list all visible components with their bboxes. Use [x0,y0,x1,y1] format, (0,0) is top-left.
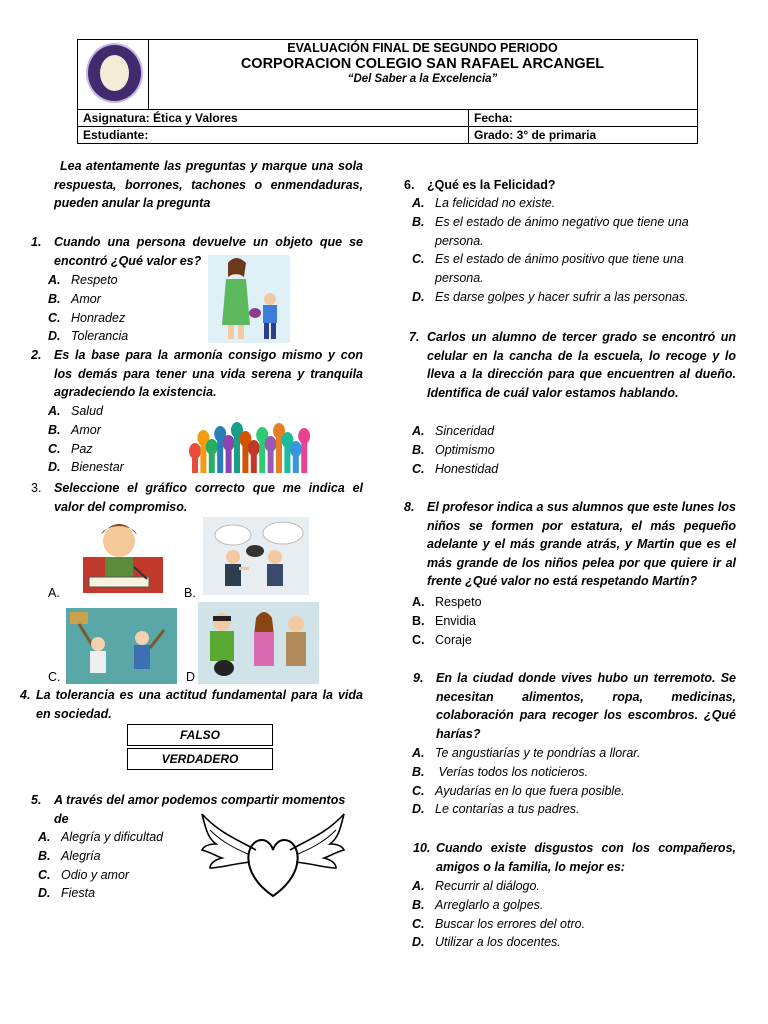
option-text: Es darse golpes y hacer sufrir a las personas. [435,289,689,304]
option-letter: D. [38,886,51,901]
option-letter: B. [48,422,61,437]
option-letter: C. [38,867,51,882]
option-row[interactable] [48,309,198,328]
option-text: La felicidad no existe. [435,196,556,210]
q3-number: 3. [31,481,42,495]
option-text: Le contarías a tus padres. [435,802,580,817]
option-row[interactable] [412,877,732,896]
q2-illustration [186,395,310,473]
option-text: Bienestar [71,460,124,475]
subject-label: Asignatura: Ética y Valores [83,111,238,125]
exam-title: EVALUACIÓN FINAL DE SEGUNDO PERIODO [287,41,558,55]
option-letter: A. [38,830,51,844]
option-text: Coraje [435,632,472,647]
option-row[interactable] [412,744,732,763]
q8-text: El profesor indica a sus alumnos que este lunes los niños se formen por estatura, el más pequeño adelante y el más grande atrás, y Martin que es el más grande de los niños pelea por que quiere ir al frente ¿Qué valor no está respetando Martín? [427,500,736,588]
option-text: Fiesta [61,886,96,901]
option-row[interactable] [48,271,198,290]
option-row[interactable] [412,631,732,650]
q7-number: 7. [409,330,420,344]
option-row[interactable] [412,933,732,952]
option-row[interactable] [412,441,732,460]
q8-number: 8. [404,500,415,514]
option-letter: A. [412,424,425,438]
option-row[interactable] [412,460,732,479]
raised-hand [248,440,260,473]
option-letter: C. [412,252,425,267]
q9-options [412,744,732,819]
raised-hand [206,439,218,473]
q4-false-box[interactable]: FALSO [127,724,273,746]
option-text: Verías todos los noticieros. [435,764,589,779]
option-text: Utilizar a los docentes. [435,935,561,950]
q5-number: 5. [31,793,42,807]
option-row[interactable] [412,915,732,934]
school-name: CORPORACION COLEGIO SAN RAFAEL ARCANGEL [240,56,605,72]
q3-label-c: C. [48,670,61,684]
option-row[interactable] [38,866,198,885]
option-letter: A. [48,273,61,287]
q5-winged-heart-illustration [198,810,348,900]
q4-text: La tolerancia es una actitud fundamental para la vida en sociedad. [36,688,363,721]
option-row[interactable] [48,402,178,421]
q6-number: 6. [404,178,415,192]
option-letter: B. [412,442,425,457]
q1-number: 1. [31,235,42,249]
logo-cell [78,40,149,109]
option-letter: C. [412,783,425,798]
option-text: Respeto [435,595,482,609]
option-text: Recurrir al diálogo. [435,879,540,893]
option-text: Envidia [435,613,476,628]
option-text: Es el estado de ánimo negativo que tiene una [435,214,689,229]
grade-label: Grado: 3° de primaria [474,128,597,142]
q1-text: Cuando una persona devuelve un objeto que se encontró ¿Qué valor es? [54,235,363,268]
option-text: Optimismo [435,442,495,457]
option-text: Tolerancia [71,329,129,344]
option-text: Honradez [71,310,126,325]
option-row[interactable] [412,593,732,612]
option-text: Te angustiarías y te pondrías a llorar. [435,746,641,760]
option-letter: A. [412,595,425,609]
option-text: persona. [435,271,484,286]
option-letter: D. [48,329,61,344]
q3c-illustration [66,608,177,684]
option-text: Ayudarías en lo que fuera posible. [435,783,625,798]
option-letter: B. [48,291,61,306]
option-text: Alegría [61,848,101,863]
option-text: Sinceridad [435,424,495,438]
option-text: Salud [71,404,103,418]
q5-text: A través del amor podemos compartir momentos de [54,793,346,826]
school-logo [86,43,143,103]
q3b-illustration [203,517,309,595]
option-row[interactable] [412,800,732,819]
option-row[interactable] [48,290,198,309]
q2-text: Es la base para la armonía consigo mismo y con los demás para tener una vida serena y tranquila agradeciendo la existencia. [54,348,363,399]
q3-label-d: D [186,670,196,684]
option-text: Alegría y dificultad [61,830,164,844]
date-label: Fecha: [474,111,513,125]
student-label: Estudiante: [83,128,149,142]
q5-options [38,828,198,903]
option-letter: C. [48,441,61,456]
raised-hand [223,435,235,473]
option-row[interactable] [38,847,198,866]
option-row[interactable] [412,782,732,801]
option-letter: D. [412,289,425,304]
option-letter: B. [412,764,425,779]
option-text: Honestidad [435,461,499,476]
option-row[interactable] [412,422,732,441]
q2-options [48,402,178,477]
q8-options [412,593,732,649]
option-row[interactable] [48,458,178,477]
school-motto: “Del Saber a la Excelencia” [347,73,498,85]
q2-number: 2. [31,348,42,362]
option-text: Respeto [71,273,118,287]
q10-text: Cuando existe disgustos con los compañeros, amigos o la familia, lo mejor es: [436,841,736,874]
option-letter: D. [48,460,61,475]
q9-number: 9. [413,671,424,685]
option-letter: A. [412,746,425,760]
q4-number: 4. [20,688,31,702]
option-text: Amor [71,422,101,437]
option-text: Paz [71,441,93,456]
option-text: Amor [71,291,101,306]
option-row[interactable] [412,288,732,307]
header-row-subject [78,109,697,127]
q4-true-box[interactable]: VERDADERO [127,748,273,770]
option-letter: B. [38,848,51,863]
title-cell [148,40,697,109]
q9-text: En la ciudad donde vives hubo un terremoto. Se necesitan alimentos, ropa, medicinas, colaboración para recoger los escombros. ¿Qué harías? [436,671,736,741]
option-letter: C. [412,632,425,647]
option-text: Es el estado de ánimo positivo que tiene una [435,252,684,267]
option-text: Odio y amor [61,867,130,882]
instructions: Lea atentamente las preguntas y marque una sola respuesta, borrones, tachones o enmendaduras, pueden anular la pregunta [54,159,363,210]
option-letter: B. [412,214,425,229]
q3-text: Seleccione el gráfico correcto que me indica el valor del compromiso. [54,481,363,514]
option-letter: A. [48,404,61,418]
q1-options [48,271,198,346]
option-row[interactable] [412,232,732,251]
option-text: Buscar los errores del otro. [435,916,586,931]
raised-hand [189,443,201,473]
option-text: Arreglarlo a golpes. [435,897,544,912]
option-letter: B. [412,613,425,628]
option-row[interactable] [48,440,178,459]
option-letter: D. [412,935,425,950]
option-row[interactable] [412,269,732,288]
option-row[interactable] [412,250,732,269]
option-text: persona. [435,233,484,248]
q3-label-b: B. [184,586,196,600]
option-row[interactable] [412,194,732,213]
q1-illustration [208,255,290,343]
option-row[interactable] [48,421,178,440]
q6-text: ¿Qué es la Felicidad? [427,178,556,192]
q3-label-a: A. [48,586,60,600]
option-letter: A. [412,196,425,210]
option-letter: C. [412,916,425,931]
option-letter: B. [412,897,425,912]
option-letter: D. [412,802,425,817]
q6-options [412,194,732,307]
header-row-student [78,126,697,144]
option-letter: A. [412,879,425,893]
q3a-illustration [79,517,167,595]
header-table [77,39,698,144]
option-row[interactable] [412,213,732,232]
option-row[interactable] [412,612,732,631]
q7-text: Carlos un alumno de tercer grado se encontró un celular en la cancha de la escuela, lo recoge y lo lleva a la dirección para que encuentren al dueño. Identifica de cuál valor estamos hablando. [427,330,736,400]
option-row[interactable] [38,828,198,847]
option-letter: C. [48,310,61,325]
option-row[interactable] [412,763,732,782]
option-row[interactable] [38,884,198,903]
option-letter: C. [412,461,425,476]
q3d-illustration [198,602,319,684]
q10-number: 10. [413,841,431,855]
option-row[interactable] [48,327,198,346]
raised-hand [290,441,302,473]
q7-options [412,422,732,478]
q10-options [412,877,732,952]
option-row[interactable] [412,896,732,915]
raised-hand [265,436,277,473]
